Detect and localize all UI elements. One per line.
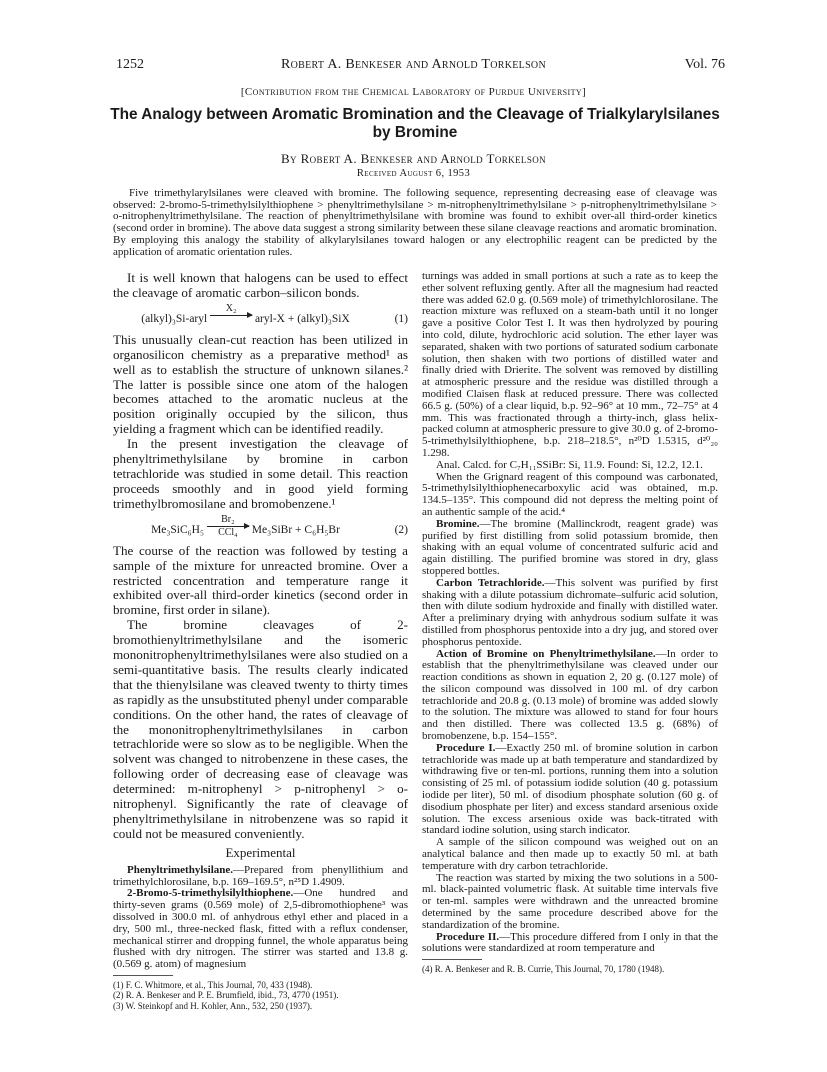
paragraph-text: —One hundred and thirty-seven grams (0.569 mole) of 2,5-dibromothiophene³ was dissolved in 300.0 ml. of anhydrous ethyl ether and placed in a dry, 500 ml., three-necked flask, fitted with a reflux condenser, mechanical stirrer and dropping funnel, the whole apparatus being flushed with dry nitrogen. The stirrer was started and 13.8 g. (0.569 g. atom) of magnesium <box>113 887 408 971</box>
paper-title: The Analogy between Aromatic Bromination and the Cleavage of Trialkylarylsilanes by Bromine <box>110 106 720 141</box>
equation-2 <box>113 515 408 538</box>
equation-product: aryl-X + (alkyl)₃SiX <box>254 312 350 325</box>
footnote-rule <box>422 959 482 960</box>
arrow-solvent: CCl₄ <box>218 526 238 538</box>
left-column <box>113 271 408 1011</box>
paragraph-text: —Exactly 250 ml. of bromine solution in carbon tetrachloride was made up at bath temperature and standardized by withdrawing five or ten-ml. portions, running them into a solution consisting of 25 ml. of potassium iodide solution (40 g. potassium iodide per liter), 50 ml. of disodium phosphate solution (60 g. of disodium phosphate per liter) and excess standard arsenious oxide solution. The excess arsenious oxide was back-titrated with standard iodine solution, using starch indicator. <box>422 741 719 837</box>
paragraph-text: —This solvent was purified by first shaking with a dilute potassium dichromate–sulfuric acid solution, then with dilute sodium hydroxide and finally with distilled water. After a preliminary drying with anhydrous sodium sulfate it was distilled from phosphorus pentoxide into a dry jug, and stored over phosphorus pentoxide. <box>422 576 718 648</box>
equation-reactant: Me₃SiC₆H₅ <box>151 523 204 536</box>
experimental-paragraph <box>113 888 408 971</box>
paragraph-text: —This procedure differed from I only in that the solutions were standardized at room temperature and <box>422 930 719 955</box>
section-heading-experimental: Experimental <box>225 844 296 860</box>
experimental-paragraph <box>422 932 718 956</box>
abstract: Five trimethylarylsilanes were cleaved with bromine. The following sequence, representing decreasing ease of cleavage was observed: 2-bromo-5-trimethylsilylthiophene > phenyltrimethylsilane > m-nitrophenyltrimethylsilane > p-nitrophenyltrimethylsilane > o-nitrophenyltrimethylsilane. The reaction of phenyltrimethylsilane with bromine was found to exhibit over-all third-order kinetics (second order in bromine). The above data suggest a strong similarity between these silane cleavage reactions and aromatic bromination. By employing this analogy the stability of alkylarylsilanes toward halogen or any electrophilic reagent can be predicted by the application of aromatic orientation rules. <box>113 187 717 258</box>
paragraph: It is well known that halogens can be used to effect the cleavage of aromatic carbon–silicon bonds. <box>113 270 408 300</box>
page-number: 1252 <box>116 57 144 72</box>
paragraph: A sample of the silicon compound was weighed out on an analytical balance and then made up to exactly 50 ml. at bath temperature with dry carbon tetrachloride. <box>422 836 718 872</box>
equation-1 <box>113 304 408 327</box>
footnote: (4) R. A. Benkeser and R. B. Currie, This Journal, 70, 1780 (1948). <box>422 964 665 975</box>
paragraph: This unusually clean-cut reaction has been utilized in organosilicon chemistry as a preparative method¹ as well as to establish the structure of unknown silanes.² The latter is possible since one atom of the halogen becomes attached to the aromatic nucleus at the position originally occupied by the silicon, thus yielding a fragment which can be identified readily. <box>113 331 408 437</box>
equation-reactant: (alkyl)₃Si-aryl <box>141 312 208 325</box>
paragraph: turnings was added in small portions at such a rate as to keep the ether solvent refluxing gently. After all the magnesium had reacted there was added 62.0 g. (0.569 mole) of trimethylchlorosilane. The reaction mixture was refluxed on a steam-bath until it no longer gave a positive Color Test I. It was then hydrolyzed by pouring into cold, dilute, hydrochloric acid solution. The ether layer was separated, shaken with two portions of saturated sodium carbonate solution, then shaken with two portions of distilled water and finally dried with Drierite. The solvent was removed by distilling at atmospheric pressure and the residue was distilled through a modified Claisen flask at reduced pressure. There was collected 66.5 g. (50%) of a clear liquid, b.p. 92–96° at 10 mm., 72–75° at 4 mm. This was fractionated through a thirty-inch, glass helix-packed column at atmospheric pressure to give 30.0 g. of 2-bromo-5-trimethylsilylthiophene, b.p. 218–218.5°, n²⁰D 1.5315, d²⁰₂₀ 1.298. <box>422 270 718 459</box>
author-line: By Robert A. Benkeser and Arnold Torkelson <box>280 151 547 166</box>
contribution-line: [Contribution from the Chemical Laboratory of Purdue University] <box>240 86 587 98</box>
run-in-heading: Action of Bromine on Phenyltrimethylsilane. <box>436 647 656 660</box>
arrow-reagent: X₂ <box>225 302 237 314</box>
footnote: (3) W. Steinkopf and H. Kohler, Ann., 532, 250 (1937). <box>113 1000 313 1011</box>
paragraph-text: —In order to establish that the phenyltrimethylsilane was cleaved under our reaction conditions as shown in equation 2, 20 g. (0.127 mole) of the silicon compound was dissolved in 100 ml. of dry carbon tetrachloride and 20.8 g. (0.13 mole) of bromine was added slowly to the solution. The mixture was allowed to stand for four hours and then distilled. There was collected 13.5 g. (68%) of bromobenzene, b.p. 154–155°. <box>422 647 718 743</box>
paragraph-text: —Prepared from phenyllithium and trimethylchlorosilane, b.p. 169–169.5°, n²⁵D 1.4909. <box>113 863 408 888</box>
paragraph: Anal. Calcd. for C₇H₁₁SSiBr: Si, 11.9. Found: Si, 12.2, 12.1. <box>436 458 703 471</box>
run-in-heading: Bromine. <box>436 517 480 530</box>
experimental-paragraph <box>422 519 718 578</box>
arrow-reagent: Br₂ <box>221 513 235 525</box>
paragraph: In the present investigation the cleavage of phenyltrimethylsilane by bromine in carbon tetrachloride was studied in some detail. This reaction proceeds smoothly and in good yield forming trimethylbromosilane and bromobenzene.¹ <box>113 436 408 511</box>
footnote: (2) R. A. Benkeser and P. E. Brumfield, ibid., 73, 4770 (1951). <box>113 990 339 1001</box>
reaction-arrow <box>207 515 249 538</box>
run-in-heading: Phenyltrimethylsilane. <box>127 863 234 876</box>
right-column <box>422 271 718 975</box>
paragraph: The reaction was started by mixing the two solutions in a 500-ml. black-painted volumetric flask. At suitable time intervals five or ten-ml. samples were withdrawn and the unreacted bromine determined by the same procedure described above for the standardization of the bromine. <box>422 871 718 931</box>
received-date: Received August 6, 1953 <box>356 168 471 179</box>
run-in-heading: 2-Bromo-5-trimethylsilylthiophene. <box>127 887 294 900</box>
equation-number: (1) <box>394 312 408 325</box>
paragraph: The course of the reaction was followed by testing a sample of the mixture for unreacted bromine. Over a restricted concentration and temperature range it exhibited over-all third-order kinetics (second order in bromine, first order in silane). <box>113 542 408 618</box>
run-in-heading: Procedure II. <box>436 930 500 943</box>
experimental-paragraph <box>422 578 718 649</box>
volume-label: Vol. 76 <box>684 57 725 72</box>
paragraph: The bromine cleavages of 2-bromothienyltrimethylsilane and the isomeric mononitrophenyltrimethylsilanes were also studied on a semi-quantitative basis. The results clearly indicated that the thienylsilane was cleaved twenty to thirty times as rapidly as the unsubstituted phenyl under comparable conditions. On the other hand, the rates of cleavage of the mononitrophenyltrimethylsilanes in carbon tetrachloride were so slow as to be negligible. When the solvent was changed to nitrobenzene in these cases, the following order of decreasing ease of cleavage was determined: m-nitrophenyl > p-nitrophenyl > o-nitrophenyl. Significantly the rate of cleavage of phenyltrimethylsilane in nitrobenzene was so rapid it could not be measured conveniently. <box>113 617 408 841</box>
run-in-heading: Procedure I. <box>436 741 496 754</box>
paragraph: When the Grignard reagent of this compound was carbonated, 5-trimethylsilylthiophenecarboxylic acid was obtained, m.p. 134.5–135°. This compound did not depress the melting point of an authentic sample of the acid.⁴ <box>422 470 718 518</box>
experimental-paragraph <box>422 743 718 837</box>
running-title: Robert A. Benkeser and Arnold Torkelson <box>281 57 546 72</box>
experimental-paragraph <box>422 649 718 743</box>
experimental-paragraph <box>113 865 408 889</box>
equation-product: Me₃SiBr + C₆H₅Br <box>251 523 340 536</box>
run-in-heading: Carbon Tetrachloride. <box>436 576 545 589</box>
footnote: (1) F. C. Whitmore, et al., This Journal, 70, 433 (1948). <box>113 979 313 990</box>
equation-number: (2) <box>394 523 408 536</box>
reaction-arrow <box>210 304 252 327</box>
footnote-rule <box>113 975 173 976</box>
paragraph-text: —The bromine (Mallinckrodt, reagent grade) was purified by first distilling from solid potassium bromide, then shaking with an equal volume of concentrated sulfuric acid and again distilling. The purified bromine was stored in dry, glass stoppered bottles. <box>422 517 718 577</box>
